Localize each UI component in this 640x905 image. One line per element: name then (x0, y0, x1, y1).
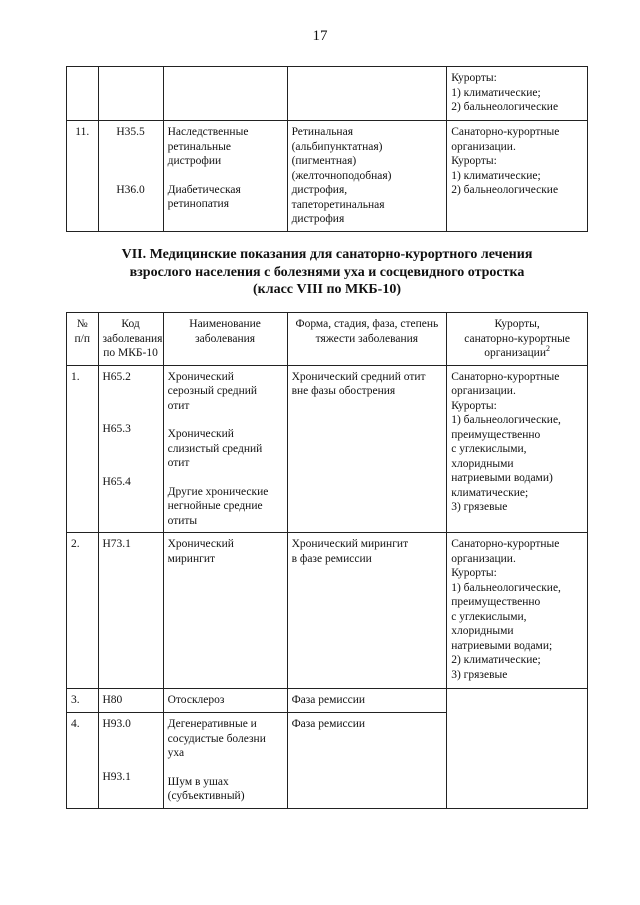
table-row (67, 67, 588, 121)
code-entry: Н35.5 (116, 126, 145, 138)
header-name: Наименование заболевания (163, 313, 287, 366)
resorts-cell: Санаторно-курортные организации. Курорты: 1) бальнеологические, преимущественно с углекислыми, хлоридными натриевыми водами) климатические; 3) грязевые (447, 365, 588, 533)
form-cell: Хронический средний отит вне фазы обострения (287, 365, 447, 533)
code-entry: Н65.2 (102, 370, 131, 383)
code-cell (98, 67, 163, 121)
disease-name: Хронический серозный средний отит (167, 370, 258, 412)
continuation-table (66, 66, 588, 232)
num-cell: 3. (67, 689, 99, 713)
form-cell: Фаза ремиссии (287, 689, 447, 713)
name-cell (163, 365, 287, 533)
code-entry: Н65.3 (102, 423, 131, 435)
header-resorts (447, 313, 588, 366)
resorts-cell (447, 689, 588, 809)
disease-name: Дегенеративные и сосудистые болезни уха (167, 718, 266, 759)
header-resorts-text: Курорты, санаторно-курортные организации (464, 318, 570, 359)
form-cell: Хронический мирингит в фазе ремиссии (287, 533, 447, 689)
code-entry: Н36.0 (116, 183, 145, 196)
name-cell (163, 713, 287, 809)
code-cell (98, 713, 163, 809)
section-title: VII. Медицинские показания для санаторно-курортного лечения взрослого населения с болезнями уха и сосцевидного отростка (класс VIII по МКБ-10) (121, 247, 533, 297)
resorts-cell: Курорты: 1) климатические; 2) бальнеологические (447, 67, 588, 121)
table-row (67, 121, 588, 232)
footnote-marker: 2 (545, 344, 550, 354)
table-row (67, 689, 588, 713)
resorts-cell: Санаторно-курортные организации. Курорты: 1) бальнеологические, преимущественно с углекислыми, хлоридными натриевыми водами; 2) климатические; 3) грязевые (447, 533, 588, 689)
header-form: Форма, стадия, фаза, степень тяжести заболевания (287, 313, 447, 366)
code-cell (98, 533, 163, 689)
num-cell: 1. (67, 365, 99, 533)
name-cell (163, 121, 287, 232)
code-cell (98, 365, 163, 533)
table-row (67, 533, 588, 689)
disease-name: Наследственные ретинальные дистрофии (167, 126, 249, 167)
header-code: Код заболевания по МКБ-10 (98, 313, 163, 366)
disease-name: Хронический слизистый средний отит (167, 428, 263, 469)
disease-name: Другие хронические негнойные средние отиты (167, 485, 269, 527)
name-cell (163, 689, 287, 713)
num-cell: 11. (67, 121, 99, 232)
name-cell (163, 533, 287, 689)
num-cell (67, 67, 99, 121)
name-cell (163, 67, 287, 121)
disease-name: Хронический мирингит (167, 538, 234, 565)
code-entry: Н93.1 (102, 770, 131, 783)
code-entry: Н65.4 (102, 475, 131, 488)
table-header-row (67, 313, 588, 366)
code-entry: Н80 (102, 694, 123, 706)
code-cell (98, 689, 163, 713)
code-entry: Н73.1 (102, 538, 131, 550)
disease-name: Диабетическая ретинопатия (167, 183, 241, 210)
indications-table (66, 312, 588, 809)
header-num: № п/п (67, 313, 99, 366)
num-cell: 4. (67, 713, 99, 809)
form-cell: Ретинальная (альбипунктатная) (пигментная) (желточноподобная) дистрофия, тапеторетинальная дистрофия (287, 121, 447, 232)
code-entry: Н93.0 (102, 718, 131, 730)
form-cell: Фаза ремиссии (287, 713, 447, 809)
num-cell: 2. (67, 533, 99, 689)
code-cell (98, 121, 163, 232)
form-cell (287, 67, 447, 121)
disease-name: Отосклероз (167, 694, 225, 706)
table-row (67, 365, 588, 533)
disease-name: Шум в ушах (субъективный) (167, 775, 245, 802)
page-number: 17 (312, 28, 328, 44)
resorts-cell: Санаторно-курортные организации. Курорты: 1) климатические; 2) бальнеологические (447, 121, 588, 232)
